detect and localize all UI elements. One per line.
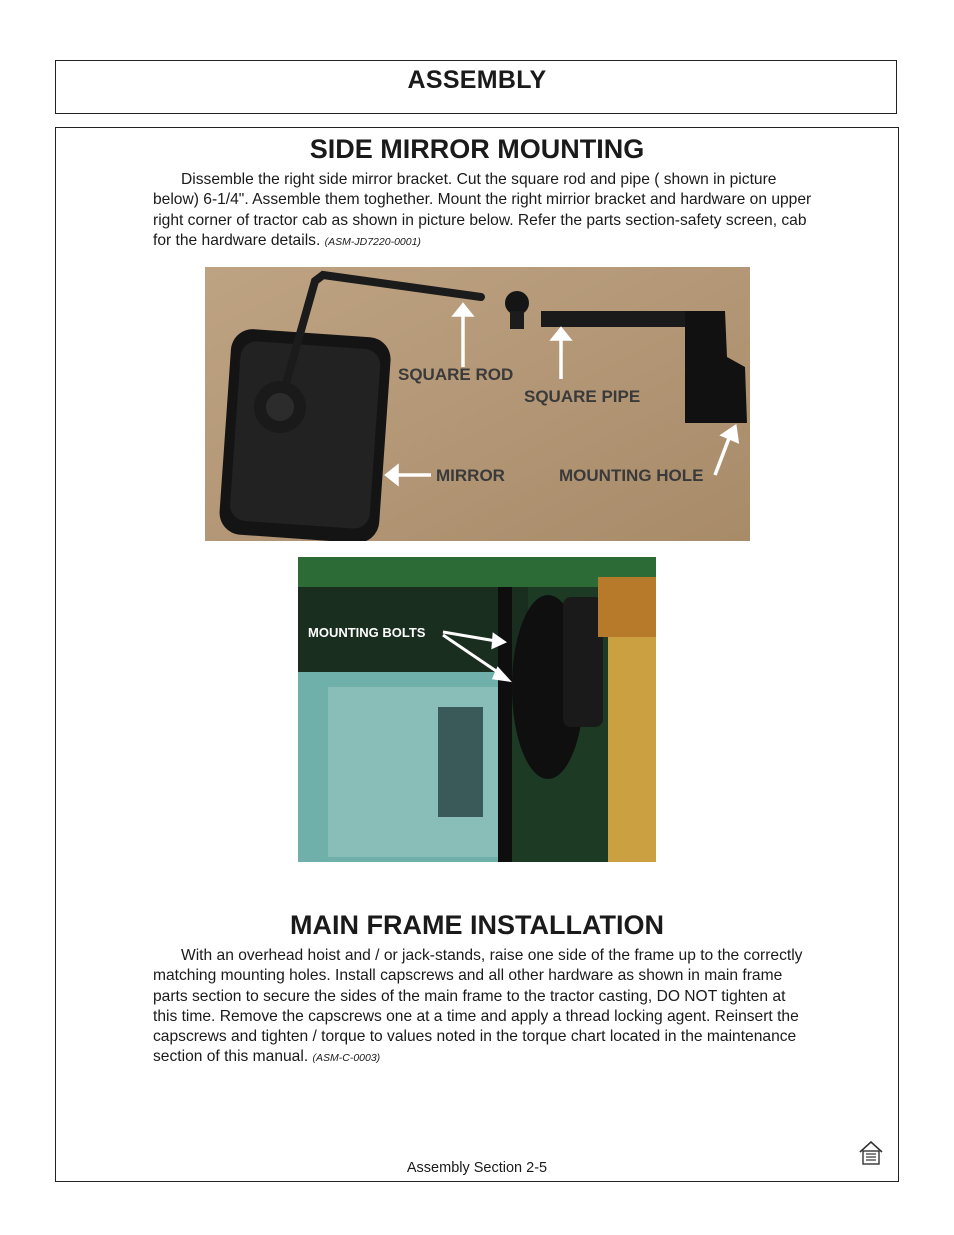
- mounting-hole-label: MOUNTING HOLE: [559, 466, 704, 485]
- home-icon[interactable]: [857, 1139, 885, 1167]
- main-frame-title: MAIN FRAME INSTALLATION: [290, 910, 664, 940]
- page-header-title: ASSEMBLY: [407, 66, 547, 94]
- main-frame-paragraph: [153, 946, 813, 1069]
- main-frame-code: (ASM-C-0003): [312, 1052, 381, 1065]
- side-mirror-body: Dissemble the right side mirror bracket. Cut the square rod and pipe ( shown in picture below) 6-1/4". Assemble them toghether. Mount the right mirrior bracket and hardware on upper right corner of tractor cab as shown in picture below. Refer the parts section-safety screen, cab for the hardware details.: [153, 171, 812, 249]
- side-mirror-code: (ASM-JD7220-0001): [324, 235, 421, 248]
- square-rod-label: SQUARE ROD: [398, 365, 514, 384]
- mounting-bolts-label: MOUNTING BOLTS: [308, 625, 426, 640]
- cab-mounting-photo: [298, 557, 656, 862]
- side-mirror-title: SIDE MIRROR MOUNTING: [309, 134, 645, 164]
- mirror-parts-photo: [205, 267, 750, 541]
- page-footer: Assembly Section 2-5: [406, 1160, 548, 1176]
- main-frame-body: With an overhead hoist and / or jack-stands, raise one side of the frame up to the correctly matching mounting holes. Install capscrews and all other hardware as shown in main frame parts section to secure the sides of the main frame to the tractor casting, DO NOT tighten at this time. Remove the capscrews one at a time and apply a thread locking agent. Reinsert the capscrews and tighten / torque to values noted in the torque chart located in the maintenance section of this manual.: [153, 947, 803, 1066]
- mirror-label: MIRROR: [436, 466, 505, 485]
- square-pipe-label: SQUARE PIPE: [524, 387, 641, 406]
- side-mirror-paragraph: [153, 170, 813, 252]
